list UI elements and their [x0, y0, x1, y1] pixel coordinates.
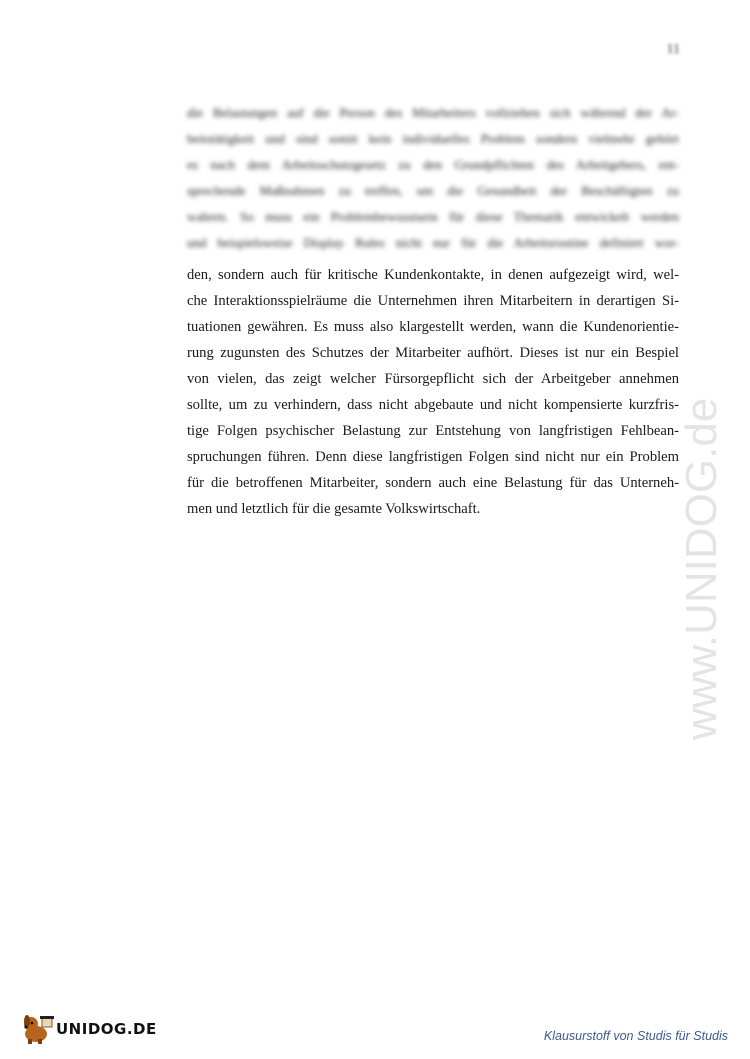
unidog-logo — [22, 1012, 162, 1048]
logo-text: UNIDOG.DE — [56, 1020, 157, 1038]
watermark-text: www.UNIDOG.de — [677, 397, 726, 740]
blurred-line: die Belastungen auf die Person des Mitarbeiters vollziehen sich während der Ar- — [187, 105, 679, 120]
blurred-line: beitstätigkeit und sind somit kein individuelles Problem sondern vielmehr gehört — [187, 131, 679, 146]
body-line: tuationen gewähren. Es muss also klargestellt werden, wann die Kundenorientie- — [187, 319, 679, 335]
body-line: für die betroffenen Mitarbeiter, sondern auch eine Belastung für das Unterneh- — [187, 475, 679, 491]
watermark — [672, 270, 732, 740]
body-line: spruchungen führen. Denn diese langfristigen Folgen sind nicht nur ein Problem — [187, 449, 679, 465]
body-line: rung zugunsten des Schutzes der Mitarbeiter aufhört. Dieses ist nur ein Bespiel — [187, 345, 679, 361]
body-line: che Interaktionsspielräume die Unternehmen ihren Mitarbeitern in derartigen Si- — [187, 293, 679, 309]
body-line: sollte, um zu verhindern, dass nicht abgebaute und nicht kompensierte kurzfris- — [187, 397, 679, 413]
blurred-line: wahren. So muss ein Problembewusstsein für diese Thematik entwickelt werden — [187, 209, 679, 224]
body-paragraph — [187, 262, 679, 522]
dog-icon — [22, 1012, 56, 1046]
body-line: von vielen, das zeigt welcher Fürsorgepflicht sich der Arbeitgeber annehmen — [187, 371, 679, 387]
body-line: men und letztlich für die gesamte Volkswirtschaft. — [187, 501, 481, 517]
blurred-line: und beispielsweise Display Rules nicht nur für die Arbeitsroutine definiert wor- — [187, 235, 679, 250]
blurred-paragraph — [187, 100, 679, 256]
page-number: 11 — [666, 42, 680, 57]
blurred-line: sprechende Maßnahmen zu treffen, um die Gesundheit der Beschäftigten zu — [187, 183, 679, 198]
footer-tagline: Klausurstoff von Studis für Studis — [543, 1029, 728, 1043]
body-line: den, sondern auch für kritische Kundenkontakte, in denen aufgezeigt wird, wel- — [187, 267, 679, 283]
body-line: tige Folgen psychischer Belastung zur Entstehung von langfristigen Fehlbean- — [187, 423, 679, 439]
blurred-line: es nach dem Arbeitsschutzgesetz zu den Grundpflichten des Arbeitgebers, ent- — [187, 157, 679, 172]
